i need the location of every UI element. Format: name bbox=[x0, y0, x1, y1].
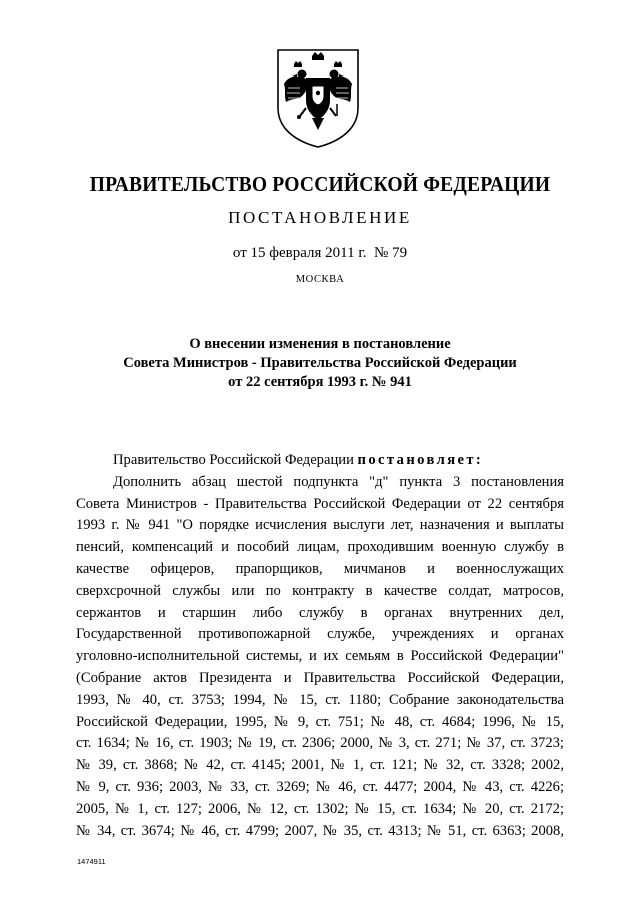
russian-coat-of-arms-icon bbox=[272, 46, 364, 150]
body-line: Совета Министров - Правительства Российской Федерации от 22 сентября bbox=[76, 495, 564, 512]
document-type: ПОСТАНОВЛЕНИЕ bbox=[228, 208, 412, 227]
intro-text: Правительство Российской Федерации bbox=[113, 452, 354, 468]
body-line: (Собрание актов Президента и Правительства Российской Федерации, bbox=[76, 669, 564, 686]
body-line: ст. 1634; № 16, ст. 1903; № 19, ст. 2306; 2000, № 3, ст. 271; № 37, ст. 3723; bbox=[76, 735, 564, 752]
body-line: 2005, № 1, ст. 127; 2006, № 12, ст. 1302; № 15, ст. 1634; № 20, ст. 2172; bbox=[76, 800, 564, 817]
document-number: 79 bbox=[392, 245, 408, 261]
document-date-line bbox=[0, 245, 640, 262]
subject-line: Совета Министров - Правительства Российской Федерации bbox=[123, 355, 517, 371]
intro-decree-word: постановляет: bbox=[357, 452, 484, 468]
body-line: № 39, ст. 3868; № 42, ст. 4145; 2001, № 1, ст. 121; № 32, ст. 3328; 2002, bbox=[76, 757, 564, 774]
body-line: 1993 г. № 941 "О порядке исчисления выслуги лет, назначения и выплаты bbox=[76, 517, 564, 534]
body-line: уголовно-исполнительной системы, и их семьям в Российской Федерации" bbox=[76, 648, 564, 665]
body-line: № 9, ст. 936; 2003, № 33, ст. 3269; № 46, ст. 4477; 2004, № 43, ст. 4226; bbox=[76, 778, 564, 795]
document-code: 1474911 bbox=[77, 857, 106, 866]
body-line: Государственной противопожарной службе, учреждениях и органах bbox=[76, 626, 564, 643]
body-line: сверхсрочной службы или по контракту в качестве солдат, матросов, bbox=[76, 582, 564, 599]
document-body bbox=[76, 450, 564, 842]
number-sign: № bbox=[374, 245, 389, 261]
body-line: № 34, ст. 3674; № 46, ст. 4799; 2007, № 35, ст. 4313; № 51, ст. 6363; 2008, bbox=[76, 822, 564, 839]
body-line: Российской Федерации, 1995, № 9, ст. 751; № 48, ст. 4684; 1996, № 15, bbox=[76, 713, 564, 730]
subject-line: от 22 сентября 1993 г. № 941 bbox=[228, 374, 412, 390]
body-line: качестве офицеров, прапорщиков, мичманов и военнослужащих bbox=[76, 560, 564, 577]
city: МОСКВА bbox=[295, 274, 345, 285]
body-line: сержантов и старшин либо службу в органах внутренних дел, bbox=[76, 604, 564, 621]
subject-line: О внесении изменения в постановление bbox=[189, 336, 451, 352]
document-date: от 15 февраля 2011 г. bbox=[232, 245, 367, 261]
body-line: 1993, № 40, ст. 3753; 1994, № 15, ст. 1180; Собрание законодательства bbox=[76, 691, 564, 708]
document-subject bbox=[0, 335, 640, 392]
intro-paragraph bbox=[76, 450, 564, 472]
government-title: ПРАВИТЕЛЬСТВО РОССИЙСКОЙ ФЕДЕРАЦИИ bbox=[89, 172, 551, 196]
body-line: Дополнить абзац шестой подпункта "д" пункта 3 постановления bbox=[113, 473, 564, 490]
body-line: пенсий, компенсаций и пособий лицам, проходившим военную службу в bbox=[76, 539, 564, 556]
